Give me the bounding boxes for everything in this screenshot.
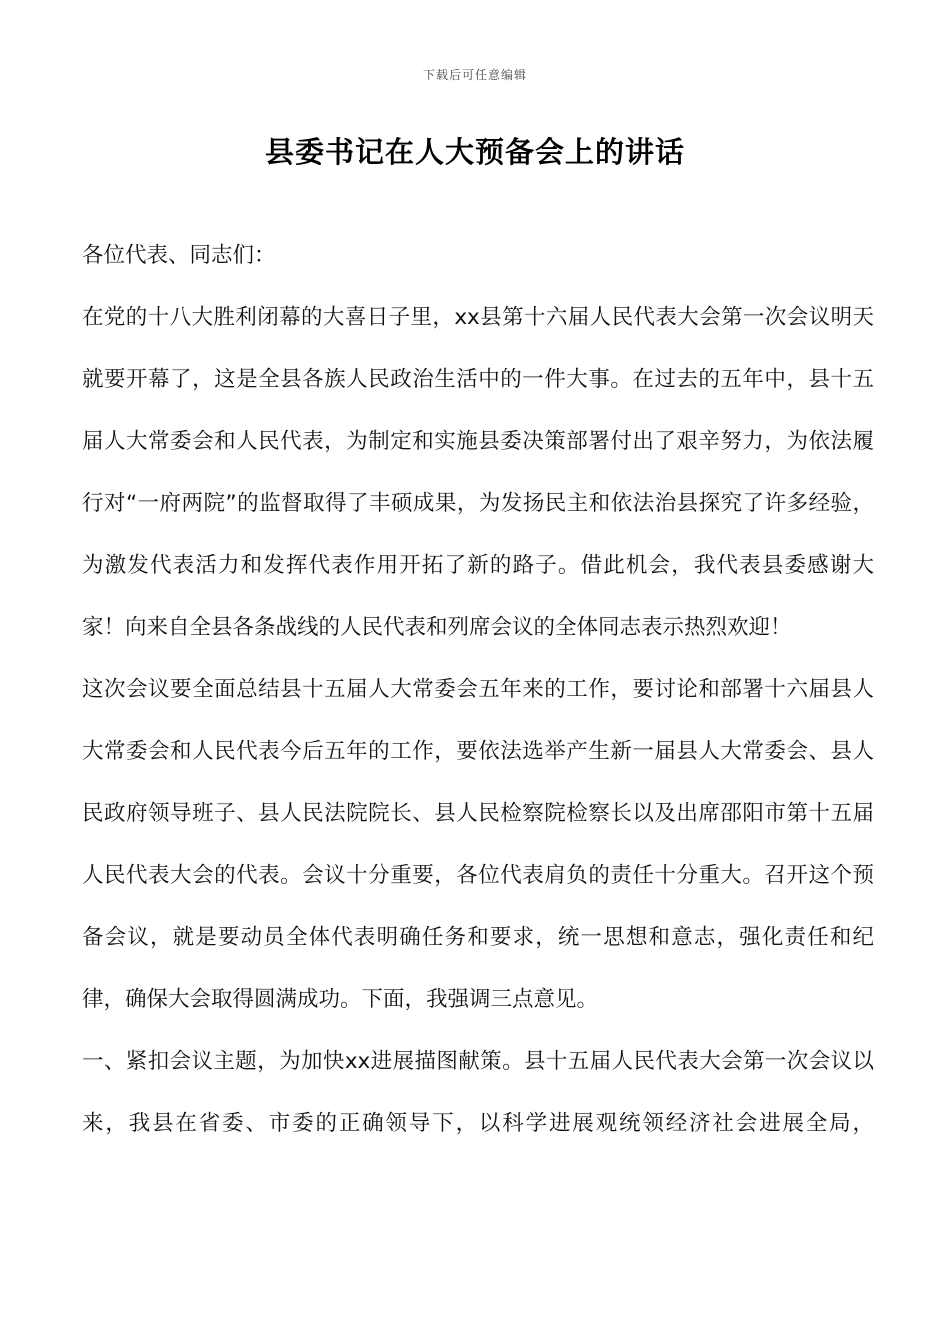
paragraph-1: 在党的十八大胜利闭幕的大喜日子里，xx县第十六届人民代表大会第一次会议明天就要开幕了，这是全县各族人民政治生活中的一件大事。在过去的五年中，县十五届人大常委会和人民代表，为制定和实施县委决策部署付出了艰辛努力，为依法履行对“一府两院”的监督取得了丰硕成果，为发扬民主和依法治县探究了许多经验，为激发代表活力和发挥代表作用开拓了新的路子。借此机会，我代表县委感谢大家！向来自全县各条战线的人民代表和列席会议的全体同志表示热烈欢迎！	[82, 305, 874, 640]
paragraph-2: 这次会议要全面总结县十五届人大常委会五年来的工作，要讨论和部署十六届县人大常委会和人民代表今后五年的工作，要依法选举产生新一届县人大常委会、县人民政府领导班子、县人民法院院长、县人民检察院检察长以及出席邵阳市第十五届人民代表大会的代表。会议十分重要，各位代表肩负的责任十分重大。召开这个预备会议，就是要动员全体代表明确任务和要求，统一思想和意志，强化责任和纪律，确保大会取得圆满成功。下面，我强调三点意见。	[82, 677, 874, 1012]
document-title: 县委书记在人大预备会上的讲话	[264, 135, 685, 169]
paragraph-3: 一、紧扣会议主题，为加快xx进展描图献策。县十五届人民代表大会第一次会议以来，我县在省委、市委的正确领导下，以科学进展观统领经济社会进展全局，	[82, 1049, 874, 1136]
header-note: 下载后可任意编辑	[422, 68, 527, 82]
document-body	[82, 225, 874, 1155]
salutation: 各位代表、同志们：	[82, 243, 276, 268]
